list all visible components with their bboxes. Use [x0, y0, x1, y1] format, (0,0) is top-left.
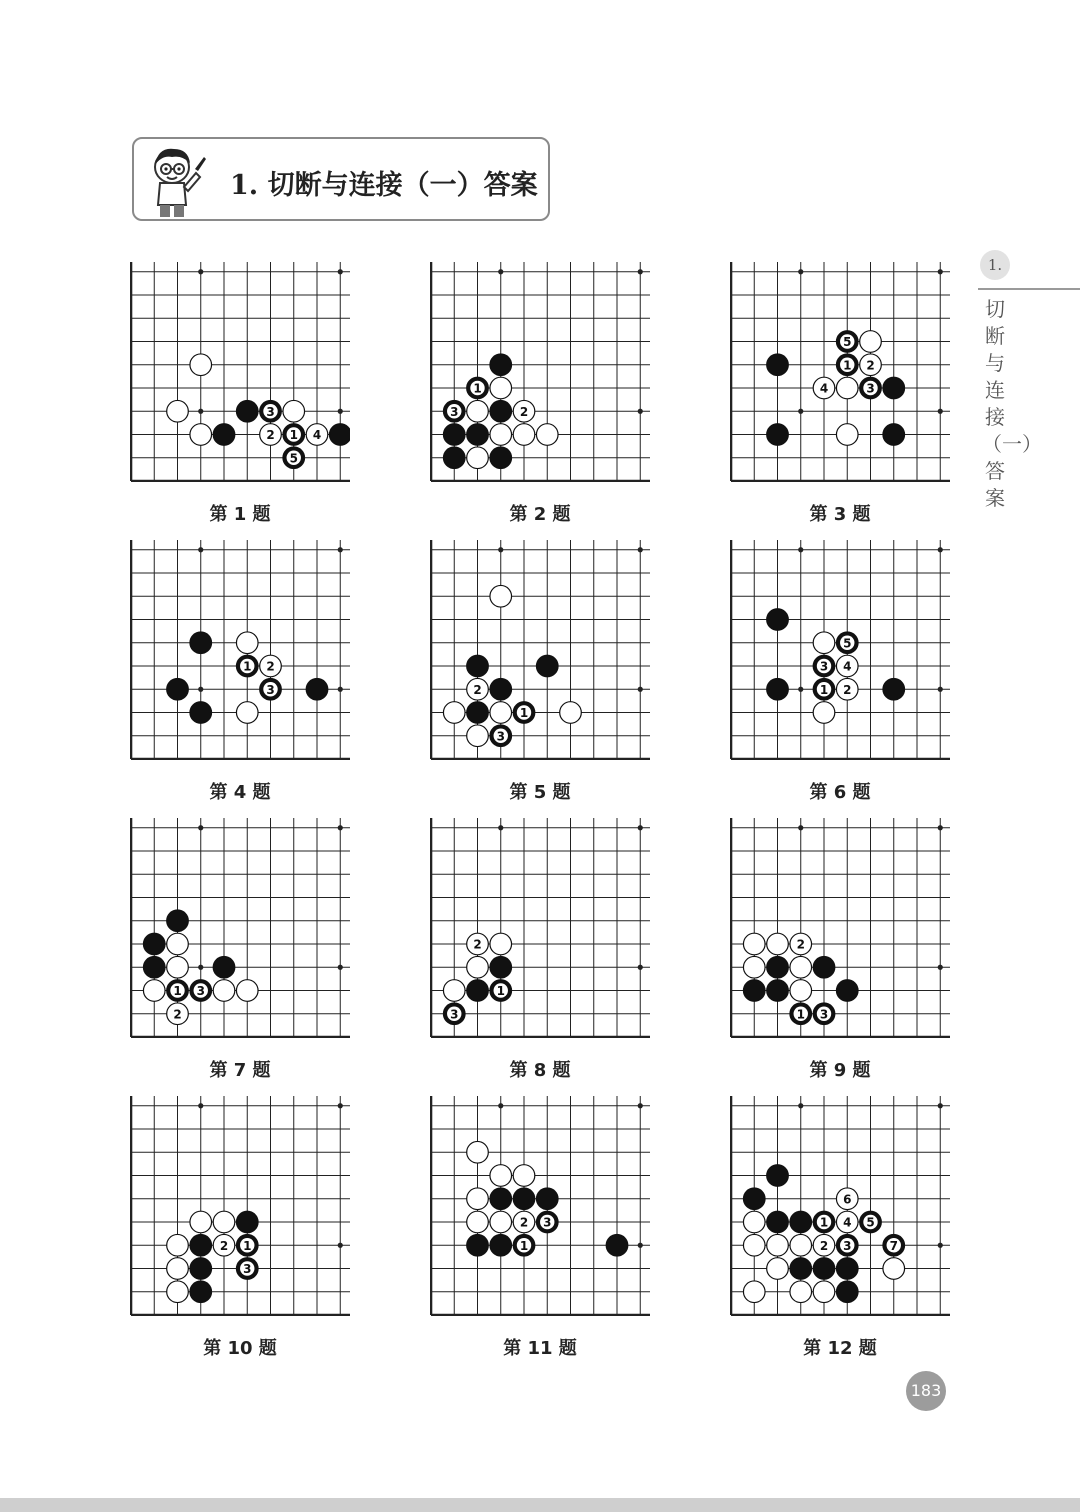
- move-number: 6: [843, 1192, 852, 1207]
- move-number: 3: [266, 682, 275, 697]
- black-stone: [236, 1211, 258, 1233]
- black-stone: [283, 447, 305, 469]
- move-number: 1: [243, 1238, 252, 1253]
- problem-caption: 第 12 题: [803, 1338, 877, 1359]
- black-stone: [767, 678, 789, 700]
- black-stone: [236, 400, 258, 422]
- white-stone: [467, 447, 489, 469]
- white-stone: [743, 1211, 765, 1233]
- move-number: 3: [450, 1007, 459, 1022]
- move-number: 1: [819, 1215, 829, 1230]
- star-point: [638, 1103, 643, 1108]
- star-point: [938, 965, 943, 970]
- black-stone: [143, 956, 165, 978]
- white-stone: [213, 1234, 235, 1256]
- move-number: 1: [289, 428, 298, 442]
- go-board-problem-8: [430, 818, 650, 1038]
- white-stone: [790, 956, 812, 978]
- white-stone: [213, 1211, 235, 1233]
- problem-caption: 第 10 题: [203, 1338, 277, 1359]
- black-stone: [883, 424, 905, 446]
- white-stone: [813, 632, 835, 654]
- go-board-problem-3: [730, 262, 950, 482]
- star-point: [798, 547, 803, 552]
- white-stone: [467, 1211, 489, 1233]
- go-board-problem-6: [730, 540, 950, 760]
- problem-caption: 第 9 题: [809, 1060, 871, 1081]
- star-point: [638, 409, 643, 414]
- black-stone: [836, 354, 858, 376]
- black-stone: [443, 1003, 465, 1025]
- white-stone: [513, 424, 535, 446]
- star-point: [638, 965, 643, 970]
- black-stone: [836, 632, 858, 654]
- white-stone: [860, 331, 882, 353]
- white-stone: [490, 585, 512, 607]
- white-stone: [260, 424, 282, 446]
- move-number: 5: [843, 636, 852, 651]
- white-stone: [536, 424, 558, 446]
- white-stone: [467, 956, 489, 978]
- star-point: [638, 269, 643, 274]
- move-number: 2: [266, 659, 275, 674]
- problem-caption: 第 8 题: [509, 1060, 571, 1081]
- white-stone: [813, 1281, 835, 1303]
- black-stone: [467, 1234, 489, 1256]
- star-point: [338, 687, 343, 692]
- star-point: [198, 269, 203, 274]
- white-stone: [167, 1003, 189, 1025]
- white-stone: [813, 377, 835, 399]
- move-number: 2: [266, 428, 275, 442]
- star-point: [498, 547, 503, 552]
- black-stone: [813, 1211, 835, 1233]
- white-stone: [467, 1141, 489, 1163]
- white-stone: [767, 933, 789, 955]
- black-stone: [536, 1188, 558, 1210]
- black-stone: [790, 1258, 812, 1280]
- star-point: [498, 1103, 503, 1108]
- star-point: [638, 1243, 643, 1248]
- white-stone: [790, 1281, 812, 1303]
- star-point: [938, 1243, 943, 1248]
- white-stone: [467, 678, 489, 700]
- white-stone: [813, 702, 835, 724]
- problem-caption: 第 1 题: [209, 504, 271, 525]
- move-number: 2: [819, 1238, 829, 1253]
- black-stone: [467, 377, 489, 399]
- white-stone: [213, 980, 235, 1002]
- star-point: [938, 825, 943, 830]
- white-stone: [236, 632, 258, 654]
- star-point: [798, 1103, 803, 1108]
- star-point: [498, 269, 503, 274]
- black-stone: [167, 678, 189, 700]
- white-stone: [190, 424, 212, 446]
- black-stone: [860, 377, 882, 399]
- star-point: [638, 547, 643, 552]
- problem-caption: 第 2 题: [509, 504, 571, 525]
- star-point: [198, 965, 203, 970]
- black-stone: [443, 447, 465, 469]
- black-stone: [743, 1188, 765, 1210]
- black-stone: [513, 1234, 535, 1256]
- star-point: [198, 687, 203, 692]
- white-stone: [490, 377, 512, 399]
- go-board-problem-1: [130, 262, 350, 482]
- black-stone: [490, 447, 512, 469]
- star-point: [638, 825, 643, 830]
- move-number: 3: [243, 1262, 252, 1276]
- white-stone: [167, 956, 189, 978]
- problem-caption: 第 7 题: [209, 1060, 271, 1081]
- side-tab-divider: [978, 288, 1080, 290]
- go-board-problem-7: [130, 818, 350, 1038]
- move-number: 5: [843, 335, 852, 349]
- white-stone: [467, 933, 489, 955]
- black-stone: [606, 1234, 628, 1256]
- star-point: [338, 1243, 343, 1248]
- white-stone: [560, 702, 582, 724]
- black-stone: [536, 1211, 558, 1233]
- black-stone: [743, 980, 765, 1002]
- black-stone: [490, 956, 512, 978]
- white-stone: [167, 400, 189, 422]
- go-board-problem-4: [130, 540, 350, 760]
- star-point: [498, 825, 503, 830]
- star-point: [638, 687, 643, 692]
- black-stone: [767, 609, 789, 631]
- black-stone: [329, 424, 350, 446]
- move-number: 1: [519, 706, 529, 720]
- white-stone: [490, 702, 512, 724]
- black-stone: [467, 424, 489, 446]
- black-stone: [836, 1234, 858, 1256]
- move-number: 2: [519, 1215, 529, 1230]
- star-point: [338, 965, 343, 970]
- white-stone: [260, 655, 282, 677]
- star-point: [338, 409, 343, 414]
- black-stone: [490, 1234, 512, 1256]
- white-stone: [490, 1165, 512, 1187]
- white-stone: [167, 1258, 189, 1280]
- black-stone: [490, 725, 512, 747]
- black-stone: [143, 933, 165, 955]
- problem-caption: 第 11 题: [503, 1338, 577, 1359]
- move-number: 3: [866, 381, 875, 396]
- white-stone: [743, 1281, 765, 1303]
- black-stone: [836, 1258, 858, 1280]
- black-stone: [883, 678, 905, 700]
- black-stone: [213, 424, 235, 446]
- move-number: 1: [243, 659, 252, 674]
- black-stone: [813, 655, 835, 677]
- black-stone: [443, 424, 465, 446]
- black-stone: [490, 980, 512, 1002]
- white-stone: [490, 1211, 512, 1233]
- move-number: 5: [866, 1215, 875, 1230]
- problem-caption: 第 4 题: [209, 782, 271, 803]
- move-number: 3: [819, 1007, 829, 1022]
- move-number: 2: [796, 937, 805, 952]
- star-point: [798, 825, 803, 830]
- white-stone: [813, 1234, 835, 1256]
- black-stone: [490, 678, 512, 700]
- white-stone: [883, 1258, 905, 1280]
- black-stone: [790, 1003, 812, 1025]
- move-number: 2: [843, 682, 852, 697]
- star-point: [198, 409, 203, 414]
- star-point: [798, 687, 803, 692]
- black-stone: [813, 1003, 835, 1025]
- black-stone: [190, 632, 212, 654]
- white-stone: [167, 1234, 189, 1256]
- star-point: [198, 547, 203, 552]
- white-stone: [143, 980, 165, 1002]
- problem-caption: 第 3 题: [809, 504, 871, 525]
- black-stone: [883, 1234, 905, 1256]
- black-stone: [167, 980, 189, 1002]
- white-stone: [767, 1234, 789, 1256]
- black-stone: [490, 354, 512, 376]
- black-stone: [767, 956, 789, 978]
- move-number: 3: [450, 404, 459, 419]
- move-number: 3: [843, 1238, 852, 1253]
- move-number: 2: [219, 1238, 229, 1253]
- black-stone: [767, 980, 789, 1002]
- move-number: 2: [866, 358, 875, 373]
- page-title: 1. 切断与连接（一）答案: [230, 170, 538, 201]
- move-number: 3: [266, 404, 275, 419]
- move-number: 2: [519, 404, 529, 419]
- white-stone: [743, 933, 765, 955]
- black-stone: [813, 956, 835, 978]
- go-board-problem-9: [730, 818, 950, 1038]
- go-board-problem-2: [430, 262, 650, 482]
- black-stone: [513, 702, 535, 724]
- problem-caption: 第 5 题: [509, 782, 571, 803]
- star-point: [338, 547, 343, 552]
- move-number: 4: [843, 1215, 852, 1230]
- black-stone: [767, 1165, 789, 1187]
- white-stone: [860, 354, 882, 376]
- white-stone: [190, 354, 212, 376]
- black-stone: [836, 1281, 858, 1303]
- star-point: [938, 687, 943, 692]
- move-number: 1: [819, 682, 829, 697]
- star-point: [938, 1103, 943, 1108]
- black-stone: [306, 678, 328, 700]
- star-point: [338, 1103, 343, 1108]
- white-stone: [513, 400, 535, 422]
- move-number: 2: [173, 1007, 182, 1022]
- black-stone: [767, 1211, 789, 1233]
- black-stone: [190, 1234, 212, 1256]
- black-stone: [190, 980, 212, 1002]
- star-point: [198, 825, 203, 830]
- white-stone: [767, 1258, 789, 1280]
- white-stone: [443, 980, 465, 1002]
- star-point: [798, 269, 803, 274]
- move-number: 7: [889, 1238, 898, 1253]
- black-stone: [190, 1258, 212, 1280]
- white-stone: [490, 933, 512, 955]
- move-number: 4: [819, 381, 829, 396]
- black-stone: [813, 1258, 835, 1280]
- boy-mascot-icon: [148, 143, 212, 219]
- white-stone: [836, 678, 858, 700]
- move-number: 4: [843, 659, 852, 674]
- move-number: 1: [496, 984, 505, 998]
- black-stone: [860, 1211, 882, 1233]
- move-number: 3: [496, 729, 505, 744]
- white-stone: [467, 725, 489, 747]
- move-number: 3: [543, 1215, 552, 1230]
- move-number: 1: [796, 1007, 805, 1022]
- black-stone: [490, 400, 512, 422]
- black-stone: [467, 980, 489, 1002]
- page-number: 183: [906, 1371, 946, 1411]
- black-stone: [467, 702, 489, 724]
- problem-caption: 第 6 题: [809, 782, 871, 803]
- black-stone: [536, 655, 558, 677]
- white-stone: [836, 1188, 858, 1210]
- star-point: [938, 409, 943, 414]
- black-stone: [443, 400, 465, 422]
- white-stone: [443, 702, 465, 724]
- black-stone: [767, 354, 789, 376]
- white-stone: [513, 1211, 535, 1233]
- go-board-problem-11: [430, 1096, 650, 1316]
- white-stone: [790, 980, 812, 1002]
- move-number: 3: [819, 659, 829, 674]
- star-point: [198, 1103, 203, 1108]
- black-stone: [490, 1188, 512, 1210]
- go-board-problem-10: [130, 1096, 350, 1316]
- white-stone: [490, 424, 512, 446]
- black-stone: [236, 1234, 258, 1256]
- white-stone: [836, 655, 858, 677]
- move-number: 5: [289, 451, 298, 466]
- black-stone: [190, 1281, 212, 1303]
- black-stone: [213, 956, 235, 978]
- side-tab: [978, 250, 1080, 510]
- white-stone: [743, 1234, 765, 1256]
- black-stone: [236, 1258, 258, 1280]
- black-stone: [260, 400, 282, 422]
- black-stone: [190, 702, 212, 724]
- black-stone: [790, 1211, 812, 1233]
- black-stone: [513, 1188, 535, 1210]
- white-stone: [790, 1234, 812, 1256]
- black-stone: [767, 424, 789, 446]
- white-stone: [743, 956, 765, 978]
- black-stone: [813, 678, 835, 700]
- black-stone: [836, 331, 858, 353]
- move-number: 2: [473, 682, 482, 697]
- white-stone: [236, 980, 258, 1002]
- star-point: [938, 547, 943, 552]
- side-tab-label: 切断与连接（一）答案: [982, 297, 1042, 510]
- star-point: [338, 269, 343, 274]
- move-number: 1: [519, 1238, 529, 1253]
- white-stone: [836, 377, 858, 399]
- move-number: 1: [173, 984, 182, 998]
- go-board-problem-12: [730, 1096, 950, 1316]
- move-number: 2: [473, 937, 482, 952]
- move-number: 4: [312, 428, 322, 442]
- star-point: [798, 409, 803, 414]
- star-point: [938, 269, 943, 274]
- move-number: 1: [473, 381, 482, 396]
- black-stone: [236, 655, 258, 677]
- white-stone: [467, 1188, 489, 1210]
- white-stone: [283, 400, 305, 422]
- side-tab-number: 1.: [980, 250, 1010, 280]
- move-number: 3: [196, 984, 205, 998]
- black-stone: [467, 655, 489, 677]
- white-stone: [306, 424, 328, 446]
- black-stone: [260, 678, 282, 700]
- black-stone: [883, 377, 905, 399]
- white-stone: [467, 400, 489, 422]
- white-stone: [167, 1281, 189, 1303]
- star-point: [338, 825, 343, 830]
- black-stone: [167, 910, 189, 932]
- white-stone: [513, 1165, 535, 1187]
- white-stone: [236, 702, 258, 724]
- white-stone: [790, 933, 812, 955]
- white-stone: [190, 1211, 212, 1233]
- black-stone: [283, 424, 305, 446]
- white-stone: [836, 1211, 858, 1233]
- section-title-box: [132, 137, 550, 221]
- bottom-bar: [0, 1498, 1080, 1512]
- black-stone: [836, 980, 858, 1002]
- go-board-problem-5: [430, 540, 650, 760]
- white-stone: [836, 424, 858, 446]
- white-stone: [167, 933, 189, 955]
- move-number: 1: [843, 358, 852, 373]
